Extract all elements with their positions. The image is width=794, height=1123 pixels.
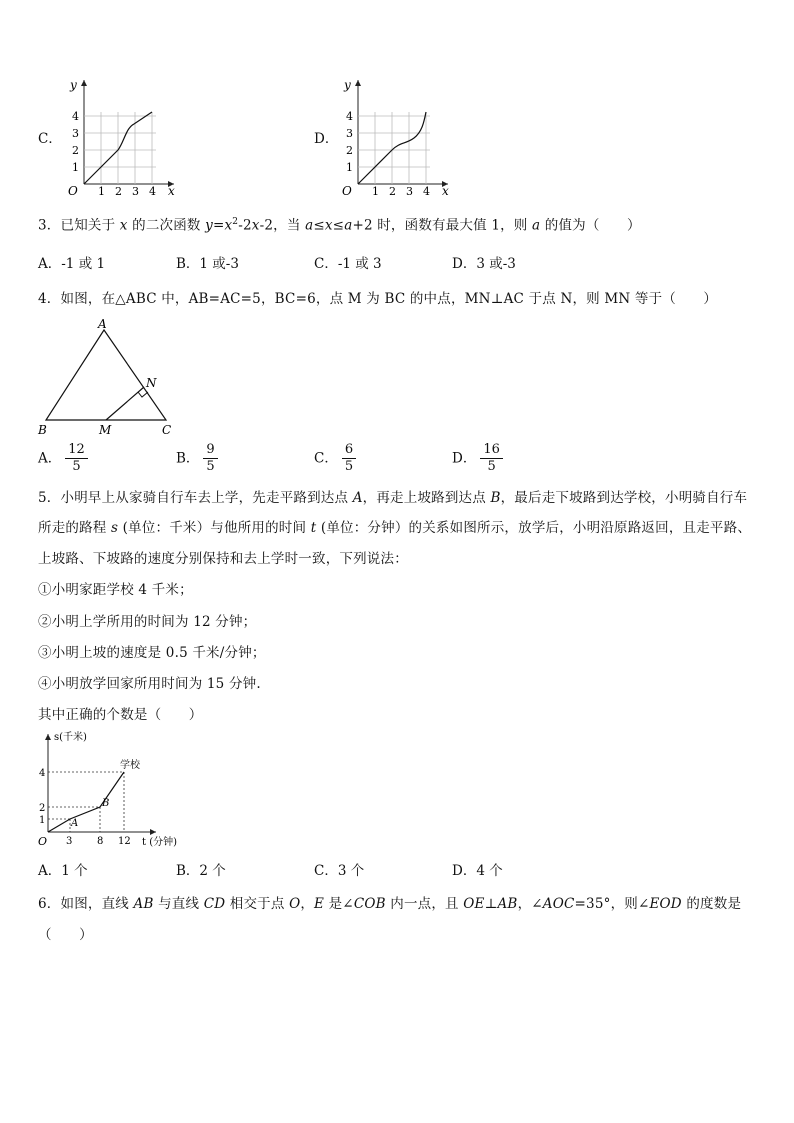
q2-option-d-graph [334, 72, 454, 197]
q5-question: 其中正确的个数是（ ） [38, 707, 203, 723]
q5-stem-line1: 5．小明早上从家骑自行车去上学，先走平路到达点 A，再走上坡路到达点 B，最后走下坡路到达学校，小明骑自行车 [38, 490, 748, 506]
x-tick: 2 [389, 185, 396, 197]
y-tick: 1 [346, 161, 353, 174]
x-tick: 3 [406, 185, 413, 197]
y-tick: 4 [72, 110, 79, 123]
y-tick: 3 [72, 127, 79, 140]
vertex-a-label: A [98, 317, 107, 331]
q5-option-a[interactable]: A．1 个 [38, 863, 88, 879]
q4-option-c[interactable]: C． $\frac{6}{5}$ [314, 442, 356, 475]
triangle-abc [46, 330, 166, 420]
fraction: $\frac{6}{5}$ [342, 442, 356, 475]
x-axis-label: x [168, 184, 175, 197]
y-tick: 4 [346, 110, 353, 123]
q2-option-c-label: C． [38, 131, 62, 147]
fraction: $\frac{12}{5}$ [65, 442, 88, 475]
s-tick: 2 [39, 803, 46, 814]
t-axis-label: t (分钟) [142, 837, 177, 848]
x-tick: 4 [149, 185, 156, 197]
t-tick: 12 [118, 836, 131, 847]
t-axis-arrow [150, 829, 156, 835]
school-label: 学校 [120, 760, 140, 771]
q5-stem-line2: 所走的路程 s (单位：千米）与他所用的时间 t (单位：分钟）的关系如图所示，放学后，小明沿原路返回，且走平路、 [38, 520, 752, 536]
point-a-label: A [71, 818, 79, 829]
q6-stem: 6．如图，直线 AB 与直线 CD 相交于点 O，E 是∠COB 内一点，且 OE⊥AB，∠AOC=35°，则∠EOD 的度数是 [38, 896, 742, 912]
origin-label: O [38, 835, 48, 848]
x-tick: 1 [372, 185, 379, 197]
fraction: $\frac{9}{5}$ [203, 442, 217, 475]
right-angle-mark [138, 392, 148, 397]
q4-stem: 4．如图，在△ABC 中，AB=AC=5，BC=6，点 M 为 BC 的中点，MN⊥AC 于点 N，则 MN 等于（ ） [38, 291, 718, 307]
x-tick: 3 [132, 185, 139, 197]
q3-option-b[interactable]: B．1 或-3 [176, 256, 239, 272]
point-n-label: N [146, 376, 157, 390]
y-tick: 1 [72, 161, 79, 174]
q5-option-b[interactable]: B．2 个 [176, 863, 226, 879]
origin-label: O [68, 184, 78, 197]
q2-option-d-label: D． [314, 131, 339, 147]
fraction: $\frac{16}{5}$ [480, 442, 503, 475]
x-tick: 2 [115, 185, 122, 197]
y-tick: 2 [72, 144, 79, 157]
q5-statement-1: ①小明家距学校 4 千米； [38, 582, 193, 598]
s-axis-label: s(千米) [54, 732, 87, 743]
y-tick: 2 [346, 144, 353, 157]
distance-line [48, 772, 124, 832]
s-tick: 1 [39, 815, 46, 826]
s-tick: 4 [39, 768, 46, 779]
vertex-b-label: B [38, 423, 47, 437]
x-axis-label: x [442, 184, 449, 197]
q3-stem: 3．已知关于 x 的二次函数 $y=x^2-2x-2$，当 a≤x≤a+2 时，函数有最大值 1，则 a 的值为（ ） [38, 217, 641, 234]
y-axis-arrow [355, 80, 361, 86]
y-axis-label: y [70, 78, 77, 92]
q4-option-b[interactable]: B． $\frac{9}{5}$ [176, 442, 218, 475]
q5-distance-time-graph [34, 728, 184, 848]
q5-option-d[interactable]: D．4 个 [452, 863, 503, 879]
y-axis-label: y [344, 78, 351, 92]
x-tick: 1 [98, 185, 105, 197]
x-tick: 4 [423, 185, 430, 197]
q2-option-c-graph [60, 72, 180, 197]
point-m-label: M [99, 423, 112, 437]
q5-statement-2: ②小明上学所用的时间为 12 分钟； [38, 614, 257, 630]
q5-option-c[interactable]: C．3 个 [314, 863, 365, 879]
q3-option-d[interactable]: D．3 或-3 [452, 256, 516, 272]
q3-option-a[interactable]: A．-1 或 1 [38, 256, 106, 272]
q6-answer-paren: （ ） [38, 927, 93, 943]
t-tick: 3 [66, 836, 73, 847]
q4-triangle-figure [34, 316, 184, 438]
q5-stem-line3: 上坡路、下坡路的速度分别保持和去上学时一致，下列说法： [38, 551, 408, 567]
point-b-label: B [102, 798, 110, 809]
y-tick: 3 [346, 127, 353, 140]
q5-statement-4: ④小明放学回家所用时间为 15 分钟. [38, 676, 261, 692]
t-tick: 8 [97, 836, 104, 847]
q4-option-a[interactable]: A． $\frac{12}{5}$ [38, 442, 88, 475]
y-axis-arrow [81, 80, 87, 86]
q3-option-c[interactable]: C．-1 或 3 [314, 256, 382, 272]
vertex-c-label: C [162, 423, 172, 437]
q5-statement-3: ③小明上坡的速度是 0.5 千米/分钟； [38, 645, 266, 661]
s-axis-arrow [45, 734, 51, 740]
origin-label: O [342, 184, 352, 197]
q4-option-d[interactable]: D． $\frac{16}{5}$ [452, 442, 503, 475]
